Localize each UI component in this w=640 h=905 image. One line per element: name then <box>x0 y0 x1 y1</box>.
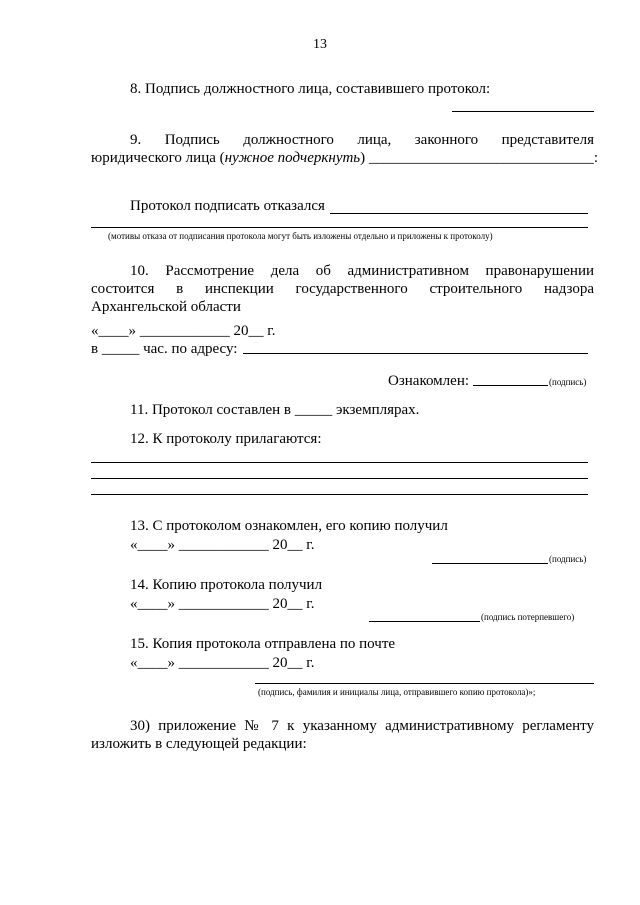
item13-note: (подпись) <box>549 554 587 564</box>
item12-line-1 <box>91 462 588 463</box>
item9-line2-italic: нужное подчеркнуть <box>224 150 361 166</box>
item13-date: «____» ____________ 20__ г. <box>130 537 315 553</box>
item10-acquainted-line <box>473 385 548 386</box>
refused-note: (мотивы отказа от подписания протокола могут быть изложены отдельно и приложены к протоколу) <box>108 231 493 241</box>
item30-line2: изложить в следующей редакции: <box>91 736 307 752</box>
item14-signature-line <box>369 621 480 622</box>
item9-line2-prefix: юридического лица ( <box>91 150 225 166</box>
item15-signature-line <box>255 683 594 684</box>
item12-text: 12. К протоколу прилагаются: <box>130 431 322 447</box>
item10-acquainted-note: (подпись) <box>549 377 587 387</box>
refused-line-1 <box>330 213 588 214</box>
item11-text: 11. Протокол составлен в _____ экземплярах. <box>130 402 420 418</box>
item13-signature-line <box>432 563 548 564</box>
item13-text: 13. С протоколом ознакомлен, его копию получил <box>130 518 448 534</box>
item12-line-2 <box>91 478 588 479</box>
item12-line-3 <box>91 494 588 495</box>
item10-line2: состоится в инспекции государственного строительного надзора <box>91 281 594 297</box>
item14-text: 14. Копию протокола получил <box>130 577 323 593</box>
item9-line2 <box>91 149 598 167</box>
page-number: 13 <box>313 37 327 52</box>
refused-label: Протокол подписать отказался <box>130 198 325 214</box>
item15-date: «____» ____________ 20__ г. <box>130 655 315 671</box>
item10-acquainted-label: Ознакомлен: <box>388 373 470 389</box>
item10-time-prefix: в _____ час. по адресу: <box>91 341 238 357</box>
item15-text: 15. Копия протокола отправлена по почте <box>130 636 396 652</box>
item10-line3: Архангельской области <box>91 299 241 315</box>
item8-text: 8. Подпись должностного лица, составившего протокол: <box>130 81 491 97</box>
item9-line1: 9. Подпись должностного лица, законного представителя <box>130 132 594 148</box>
item10-line1: 10. Рассмотрение дела об административном правонарушении <box>130 263 594 279</box>
item14-date: «____» ____________ 20__ г. <box>130 596 315 612</box>
refused-line-2 <box>91 227 588 228</box>
item10-date: «____» ____________ 20__ г. <box>91 323 276 339</box>
item9-line2-suffix: ) ______________________________: <box>360 150 599 166</box>
item14-note: (подпись потерпевшего) <box>481 612 575 622</box>
item8-signature-line <box>452 111 594 112</box>
item15-note: (подпись, фамилия и инициалы лица, отправившего копию протокола)»; <box>258 687 536 697</box>
item30-line1: 30) приложение № 7 к указанному административному регламенту <box>130 718 594 734</box>
item10-address-line <box>243 353 588 354</box>
